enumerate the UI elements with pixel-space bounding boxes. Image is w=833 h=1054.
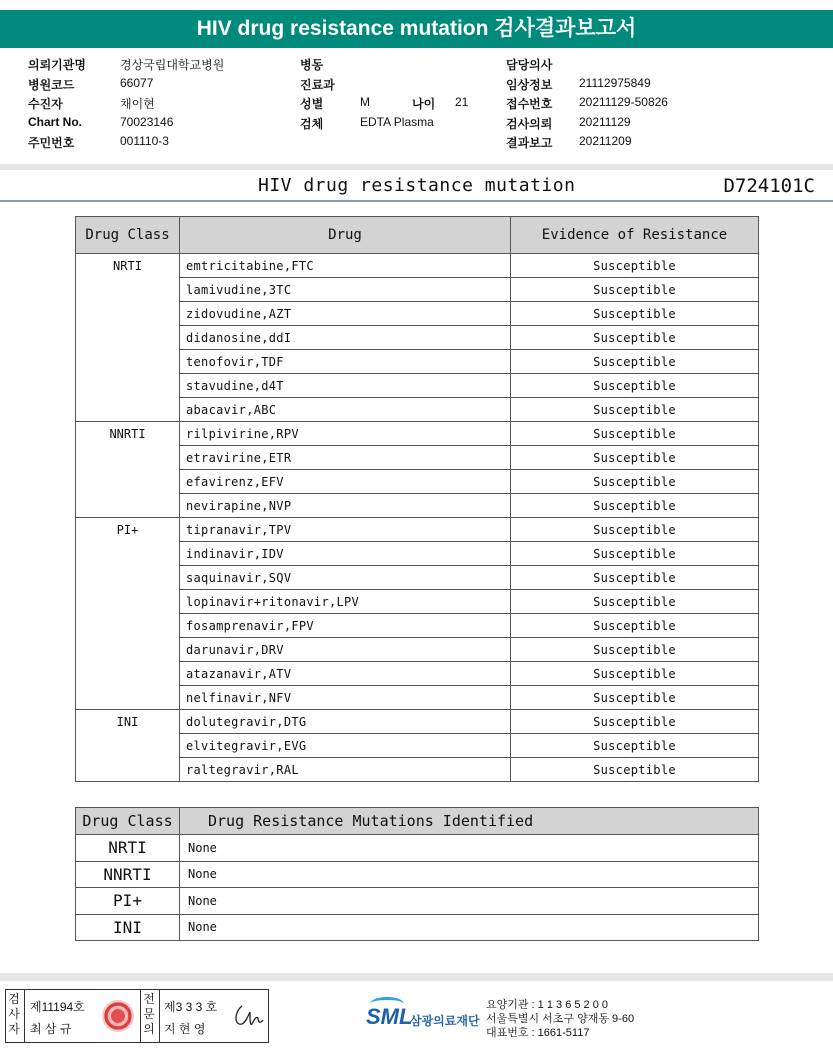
evidence-cell: Susceptible xyxy=(511,758,759,782)
evidence-cell: Susceptible xyxy=(511,278,759,302)
label-age: 나이 xyxy=(412,97,436,111)
drug-cell: rilpivirine,RPV xyxy=(180,422,511,446)
evidence-cell: Susceptible xyxy=(511,374,759,398)
addr-line: 요양기관 : 1 1 3 6 5 2 0 0 xyxy=(486,999,609,1011)
examiner-label: 검사자 xyxy=(8,992,20,1036)
drug-cell: etravirine,ETR xyxy=(180,446,511,470)
evidence-cell: Susceptible xyxy=(511,446,759,470)
mutation-result-cell: None xyxy=(180,914,759,941)
seal-stamp-icon xyxy=(102,1000,134,1032)
mutation-result-cell: None xyxy=(180,861,759,888)
report-title: HIV drug resistance mutation 검사결과보고서 xyxy=(0,10,833,48)
drug-cell: elvitegravir,EVG xyxy=(180,734,511,758)
resistance-table-body xyxy=(76,254,759,782)
drug-cell: raltegravir,RAL xyxy=(180,758,511,782)
value-age: 21 xyxy=(455,95,469,109)
value-chart-no: 70023146 xyxy=(120,114,174,129)
evidence-cell: Susceptible xyxy=(511,518,759,542)
footer-divider xyxy=(0,973,833,981)
evidence-cell: Susceptible xyxy=(511,734,759,758)
drug-cell: darunavir,DRV xyxy=(180,638,511,662)
drug-class-cell: NNRTI xyxy=(76,422,180,518)
drug-cell: dolutegravir,DTG xyxy=(180,710,511,734)
header-drug-class: Drug Class xyxy=(76,217,180,254)
info-col-3 xyxy=(506,56,746,154)
table-row xyxy=(76,254,759,278)
label-institution: 의뢰기관명 xyxy=(28,58,86,72)
table-row xyxy=(76,422,759,446)
drug-class-cell: PI+ xyxy=(76,518,180,710)
test-code: D724101C xyxy=(723,175,815,197)
drug-cell: lopinavir+ritonavir,LPV xyxy=(180,590,511,614)
specialist-license: 제3 3 3 호 xyxy=(164,1000,218,1014)
evidence-cell: Susceptible xyxy=(511,686,759,710)
value-specimen: EDTA Plasma xyxy=(360,114,434,129)
table-row xyxy=(76,914,759,941)
drug-class-cell: INI xyxy=(76,914,180,941)
evidence-cell: Susceptible xyxy=(511,590,759,614)
signature-icon xyxy=(230,998,266,1034)
label-specimen: 검체 xyxy=(300,116,324,131)
value-request-date: 20211129 xyxy=(579,114,631,129)
drug-class-cell: INI xyxy=(76,710,180,782)
value-patient: 채이현 xyxy=(120,97,155,111)
table-row xyxy=(76,710,759,734)
label-sex: 성별 xyxy=(300,97,324,111)
header-drug: Drug xyxy=(180,217,511,254)
value-resident-no: 001110-3 xyxy=(120,134,169,148)
divider xyxy=(159,990,160,1042)
evidence-cell: Susceptible xyxy=(511,350,759,374)
drug-class-cell: NRTI xyxy=(76,835,180,862)
evidence-cell: Susceptible xyxy=(511,494,759,518)
evidence-cell: Susceptible xyxy=(511,614,759,638)
drug-cell: atazanavir,ATV xyxy=(180,662,511,686)
drug-class-cell: NRTI xyxy=(76,254,180,422)
evidence-cell: Susceptible xyxy=(511,326,759,350)
label-resident-no: 주민번호 xyxy=(28,136,75,150)
header-mutations: Drug Resistance Mutations Identified xyxy=(180,808,759,835)
drug-cell: stavudine,d4T xyxy=(180,374,511,398)
evidence-cell: Susceptible xyxy=(511,254,759,278)
mutation-result-cell: None xyxy=(180,888,759,915)
evidence-cell: Susceptible xyxy=(511,398,759,422)
label-receipt-no: 접수번호 xyxy=(506,97,553,111)
addr-line: 서울특별시 서초구 양재동 9-60 xyxy=(486,1013,635,1025)
value-sex: M xyxy=(360,95,370,109)
evidence-cell: Susceptible xyxy=(511,710,759,734)
mutation-result-cell: None xyxy=(180,835,759,862)
drug-cell: lamivudine,3TC xyxy=(180,278,511,302)
evidence-cell: Susceptible xyxy=(511,302,759,326)
label-request-date: 검사의뢰 xyxy=(506,116,553,131)
evidence-cell: Susceptible xyxy=(511,542,759,566)
divider xyxy=(0,200,833,202)
addr-line: 대표번호 : 1661-5117 xyxy=(486,1027,590,1039)
header-drug-class: Drug Class xyxy=(76,808,180,835)
drug-cell: tipranavir,TPV xyxy=(180,518,511,542)
test-name: HIV drug resistance mutation xyxy=(258,175,576,196)
drug-cell: emtricitabine,FTC xyxy=(180,254,511,278)
drug-cell: didanosine,ddI xyxy=(180,326,511,350)
resistance-table xyxy=(75,216,759,782)
drug-cell: efavirenz,EFV xyxy=(180,470,511,494)
value-clinical-info: 21112975849 xyxy=(579,75,651,90)
info-col-2 xyxy=(300,56,500,134)
examiner-name: 최 삼 규 xyxy=(30,1022,72,1036)
value-report-date: 20211209 xyxy=(579,134,632,148)
drug-class-cell: PI+ xyxy=(76,888,180,915)
info-col-1 xyxy=(28,56,268,154)
table-row xyxy=(76,835,759,862)
drug-cell: indinavir,IDV xyxy=(180,542,511,566)
sml-logo xyxy=(366,996,482,1038)
label-ward: 병동 xyxy=(300,58,324,72)
specialist-label: 전문의 xyxy=(143,992,155,1036)
label-clinical-info: 임상정보 xyxy=(506,77,553,92)
examiner-license: 제11194호 xyxy=(30,1000,85,1014)
label-hospital-code: 병원코드 xyxy=(28,77,75,92)
drug-cell: abacavir,ABC xyxy=(180,398,511,422)
drug-cell: nevirapine,NVP xyxy=(180,494,511,518)
header-evidence: Evidence of Resistance xyxy=(511,217,759,254)
signature-box xyxy=(5,989,269,1043)
value-institution: 경상국립대학교병원 xyxy=(120,58,225,72)
drug-cell: nelfinavir,NFV xyxy=(180,686,511,710)
patient-info xyxy=(0,56,833,164)
table-row xyxy=(76,888,759,915)
mutation-table xyxy=(75,807,759,941)
label-doctor: 담당의사 xyxy=(506,58,553,72)
drug-cell: tenofovir,TDF xyxy=(180,350,511,374)
drug-cell: zidovudine,AZT xyxy=(180,302,511,326)
divider xyxy=(140,990,141,1042)
specialist-name: 지 현 영 xyxy=(164,1022,206,1036)
evidence-cell: Susceptible xyxy=(511,638,759,662)
evidence-cell: Susceptible xyxy=(511,470,759,494)
value-hospital-code: 66077 xyxy=(120,75,154,90)
drug-cell: saquinavir,SQV xyxy=(180,566,511,590)
table-row xyxy=(76,518,759,542)
drug-class-cell: NNRTI xyxy=(76,861,180,888)
label-chart-no: Chart No. xyxy=(28,114,82,129)
logo-mark: SML xyxy=(366,1004,413,1029)
divider xyxy=(24,990,25,1042)
value-receipt-no: 20211129-50826 xyxy=(579,95,668,109)
label-department: 진료과 xyxy=(300,77,335,92)
drug-cell: fosamprenavir,FPV xyxy=(180,614,511,638)
test-subtitle xyxy=(0,175,833,199)
label-report-date: 결과보고 xyxy=(506,136,553,150)
divider xyxy=(0,164,833,170)
evidence-cell: Susceptible xyxy=(511,422,759,446)
org-address xyxy=(486,998,634,1040)
evidence-cell: Susceptible xyxy=(511,566,759,590)
org-name: 삼광의료재단 xyxy=(410,1014,480,1028)
mutation-table-body xyxy=(76,835,759,941)
label-patient: 수진자 xyxy=(28,97,63,111)
evidence-cell: Susceptible xyxy=(511,662,759,686)
table-row xyxy=(76,861,759,888)
